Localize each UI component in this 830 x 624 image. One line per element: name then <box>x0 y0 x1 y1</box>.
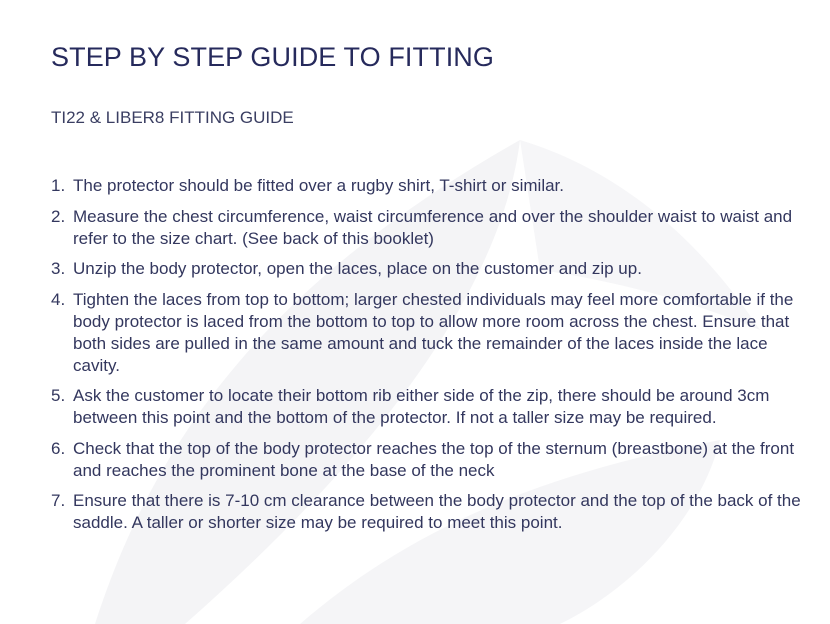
fitting-step <box>51 175 803 197</box>
step-number: 7. <box>51 491 66 510</box>
step-text: Ensure that there is 7-10 cm clearance between the body protector and the top of the back of the saddle. A taller or shorter size may be required to meet this point. <box>73 491 801 532</box>
step-number: 2. <box>51 206 66 226</box>
step-text: The protector should be fitted over a rugby shirt, T-shirt or similar. <box>73 176 565 195</box>
fitting-step <box>51 206 803 250</box>
step-number: 3. <box>51 259 66 278</box>
step-number: 6. <box>51 438 66 458</box>
fitting-step <box>51 490 803 534</box>
page-title: STEP BY STEP GUIDE TO FITTING <box>51 42 495 72</box>
fitting-steps-list <box>51 175 803 543</box>
fitting-step <box>51 385 803 429</box>
step-text: Unzip the body protector, open the laces, place on the customer and zip up. <box>73 259 642 278</box>
section-subtitle: TI22 & LIBER8 FITTING GUIDE <box>51 108 294 127</box>
fitting-step <box>51 289 803 377</box>
step-number: 5. <box>51 386 66 405</box>
step-text: Measure the chest circumference, waist circumference and over the shoulder waist to waist and refer to the size chart. (See back of this booklet) <box>73 206 793 248</box>
step-text: Tighten the laces from top to bottom; larger chested individuals may feel more comfortable if the body protector is laced from the bottom to top to allow more room across the chest. Ensure that both sides are pulled in the same amount and tuck the remainder of the laces inside the lace cavity. <box>73 289 794 375</box>
step-number: 1. <box>51 176 66 195</box>
step-number: 4. <box>51 289 66 309</box>
fitting-step <box>51 438 803 482</box>
fitting-step <box>51 258 803 280</box>
step-text: Ask the customer to locate their bottom rib either side of the zip, there should be around 3cm between this point and the bottom of the protector. If not a taller size may be required. <box>73 386 770 427</box>
step-text: Check that the top of the body protector reaches the top of the sternum (breastbone) at the front and reaches the prominent bone at the base of the neck <box>73 438 795 480</box>
